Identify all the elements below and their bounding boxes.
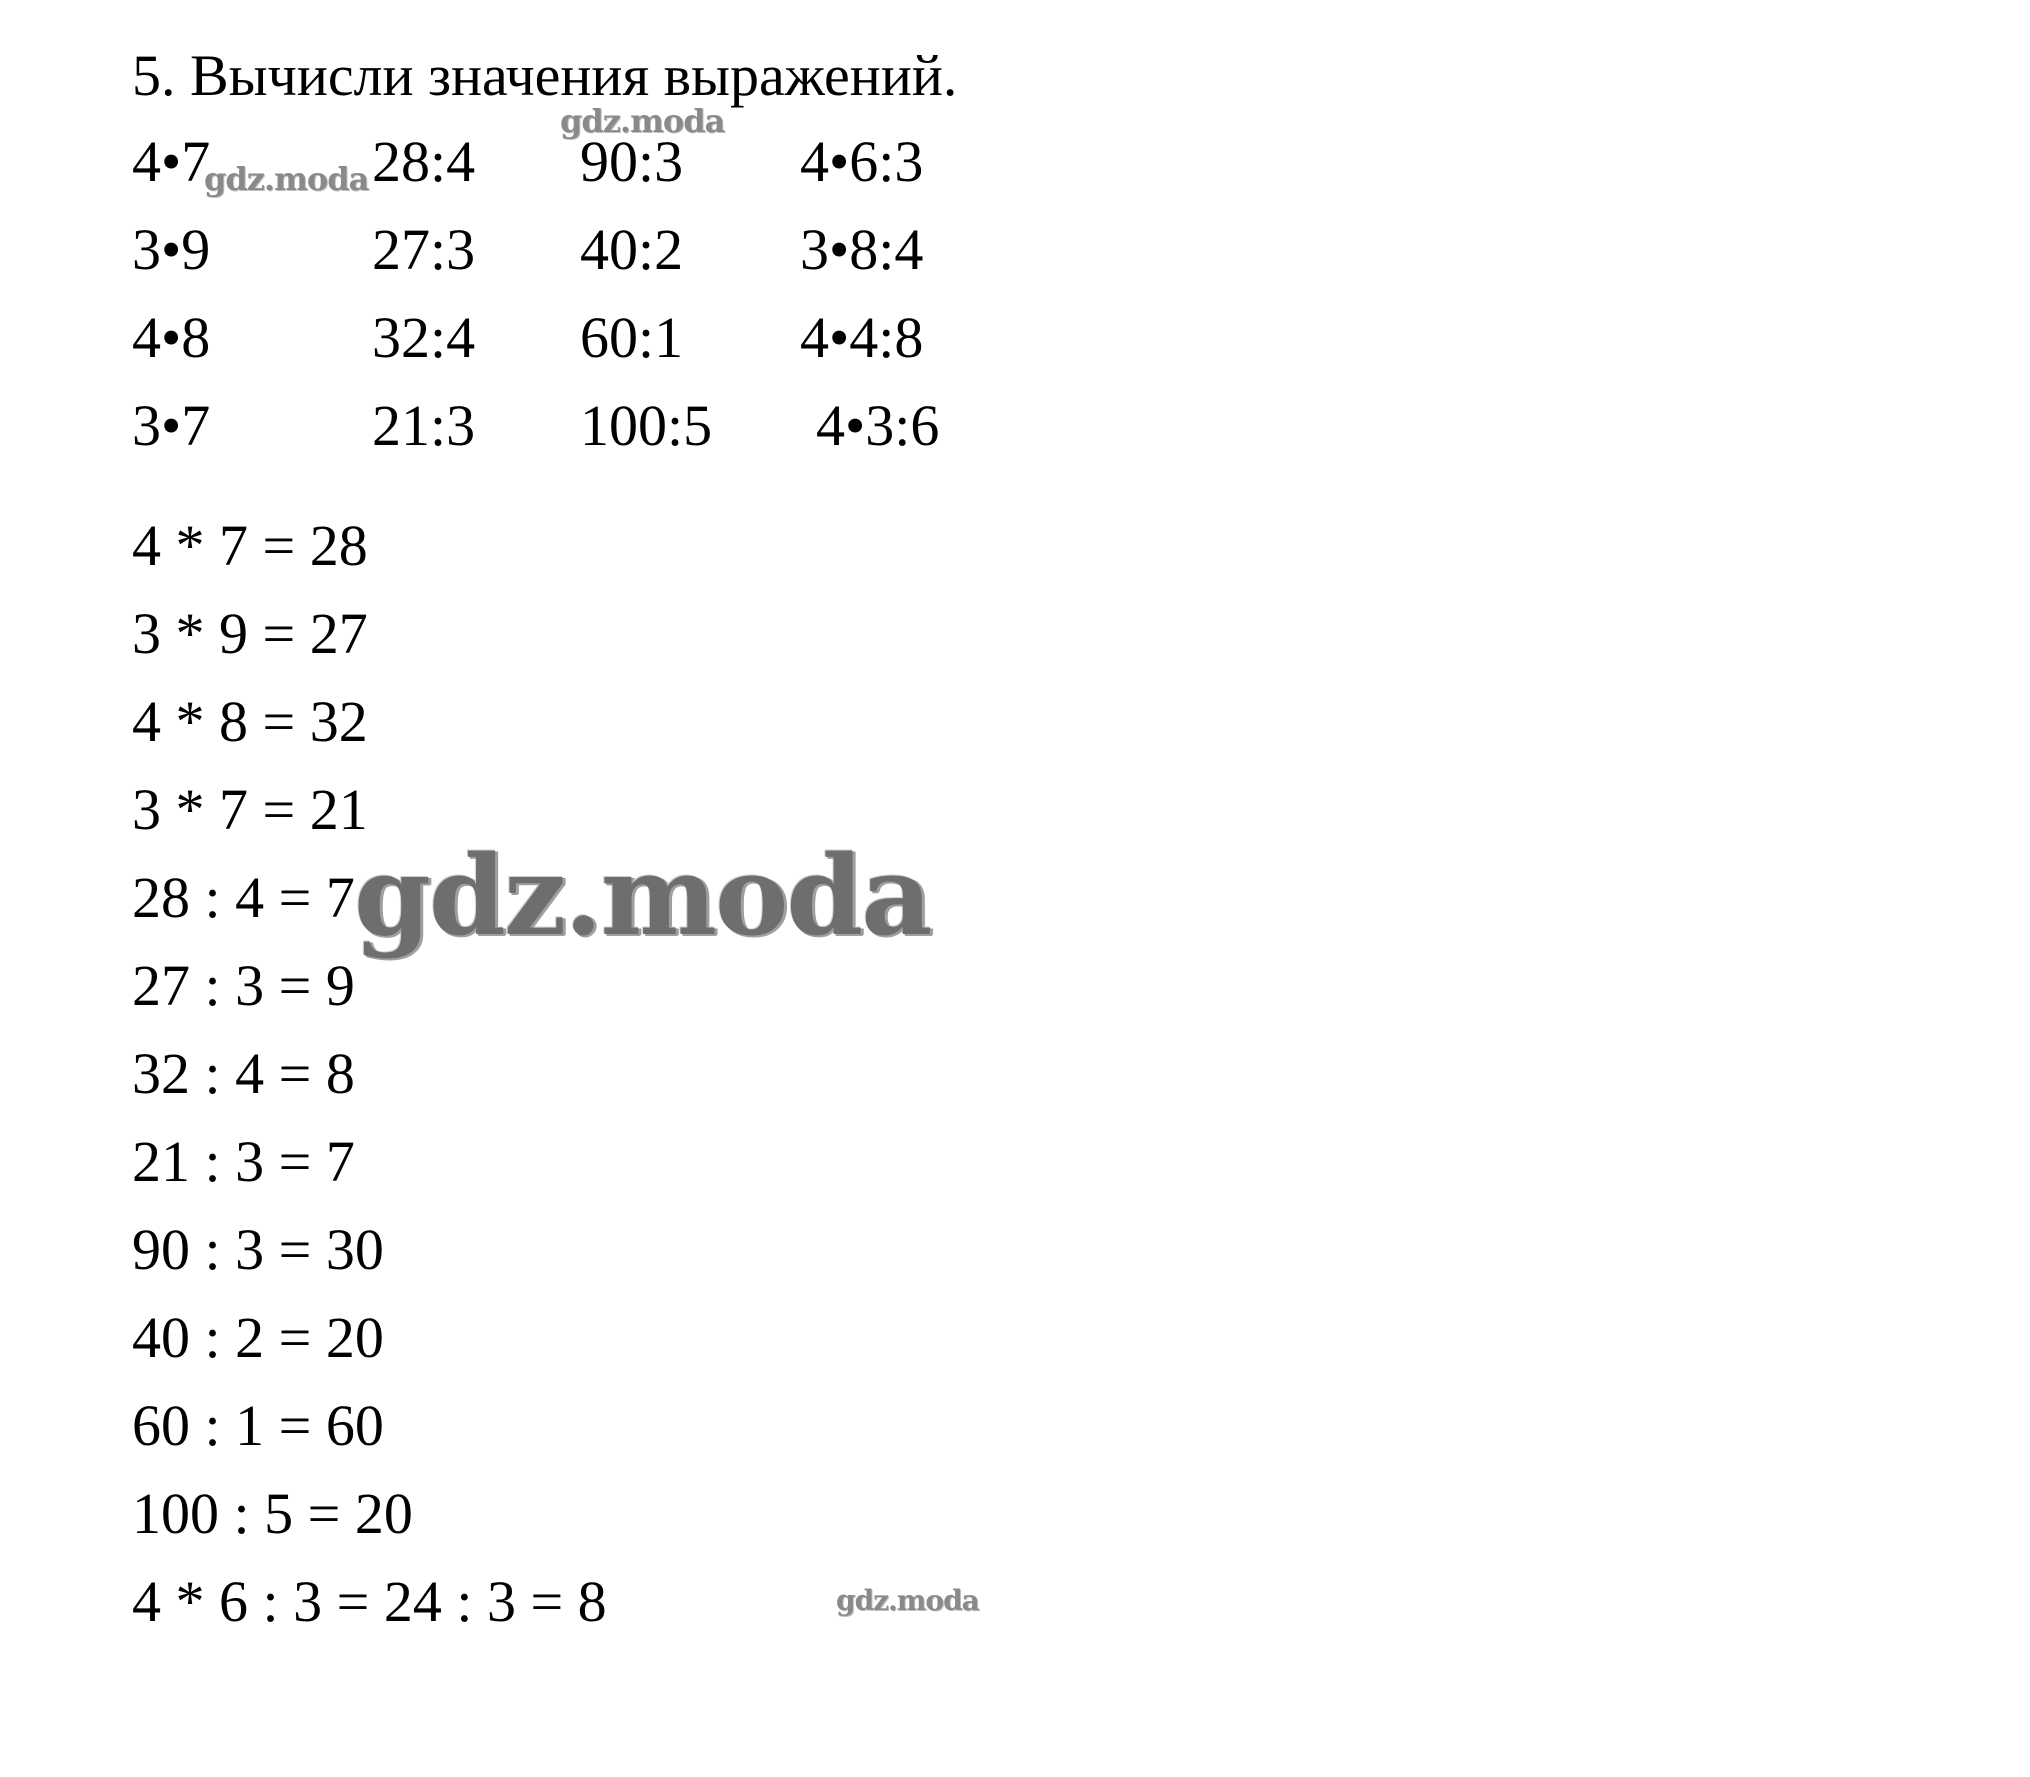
answer-line: 4 * 6 : 3 = 24 : 3 = 8 <box>132 1569 607 1634</box>
watermark: gdz.moda <box>836 1584 979 1617</box>
expression-cell: 3•8:4 <box>800 217 924 282</box>
expression-cell: 3•7 <box>132 393 211 458</box>
answer-line: 100 : 5 = 20 <box>132 1481 413 1546</box>
answer-line: 60 : 1 = 60 <box>132 1393 384 1458</box>
answer-line: 32 : 4 = 8 <box>132 1041 355 1106</box>
answer-line: 40 : 2 = 20 <box>132 1305 384 1370</box>
expression-cell: 4•8 <box>132 305 211 370</box>
expression-cell: 100:5 <box>580 393 713 458</box>
expression-cell: 27:3 <box>372 217 476 282</box>
expression-cell: 3•9 <box>132 217 211 282</box>
task-title: 5. Вычисли значения выражений. <box>132 43 958 108</box>
answer-line: 90 : 3 = 30 <box>132 1217 384 1282</box>
answer-line: 27 : 3 = 9 <box>132 953 355 1018</box>
expression-cell: 4•4:8 <box>800 305 924 370</box>
expression-cell: 4•6:3 <box>800 129 924 194</box>
answer-line: 3 * 7 = 21 <box>132 777 368 842</box>
expression-cell: 32:4 <box>372 305 476 370</box>
expression-cell: 4•7 <box>132 129 211 194</box>
expression-cell: 28:4 <box>372 129 476 194</box>
answer-line: 28 : 4 = 7 <box>132 865 355 930</box>
answers-list <box>132 510 607 1654</box>
watermark: gdz.moda <box>560 102 725 140</box>
expression-cell: 21:3 <box>372 393 476 458</box>
watermark: gdz.moda <box>204 160 369 198</box>
expression-cell: 60:1 <box>580 305 684 370</box>
answer-line: 4 * 8 = 32 <box>132 689 368 754</box>
watermark: gdz.moda <box>354 831 931 960</box>
expression-cell: 90:3 <box>580 129 684 194</box>
answer-line: 21 : 3 = 7 <box>132 1129 355 1194</box>
expression-cell: 40:2 <box>580 217 684 282</box>
expression-cell: 4•3:6 <box>816 393 940 458</box>
answer-line: 4 * 7 = 28 <box>132 513 368 578</box>
answer-line: 3 * 9 = 27 <box>132 601 368 666</box>
